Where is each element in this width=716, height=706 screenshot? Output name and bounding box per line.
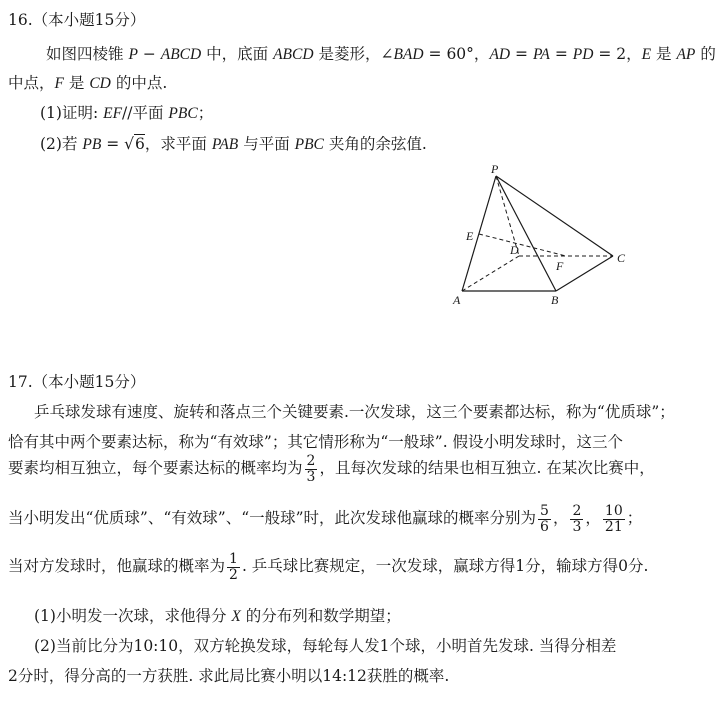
q16-stem-line-1: 如图四棱锥 P − ABCD 中，底面 ABCD 是菱形，∠BAD = 60°，AD = PA = PD = 2，E 是 AP 的 xyxy=(46,45,716,63)
q16-stem-line-2: 中点，F 是 CD 的中点. xyxy=(8,74,168,92)
q17-subquestion-1: (1)小明发一次球，求他得分 X 的分布列和数学期望； xyxy=(34,607,401,625)
q17-subquestion-2-cont: 2分时，得分高的一方获胜. 求此局比赛小明以14:12获胜的概率. xyxy=(8,667,450,685)
fraction-ten-twentyfirsts: $\frac{10}{21}$ xyxy=(604,503,623,535)
label-P: P xyxy=(491,162,499,176)
label-C: C xyxy=(617,251,626,265)
label-E: E xyxy=(466,229,474,243)
segment-EF xyxy=(479,234,566,256)
fraction-two-thirds: $\frac{2}{3}$ xyxy=(306,453,316,485)
fraction-two-thirds-2: $\frac{2}{3}$ xyxy=(572,503,582,535)
edge-BC xyxy=(556,256,613,291)
q16-subquestion-2: (2)若 PB = √6，求平面 PAB 与平面 PBC 夹角的余弦值. xyxy=(40,135,427,153)
label-D: D xyxy=(510,243,519,257)
q17-stem-line-5: 当对方发球时，他赢球的概率为 $\frac{1}{2}$ . 乒乓球比赛规定，一次发球，赢球方得1分，输球方得0分. xyxy=(8,551,649,583)
q17-stem-line-4: 当小明发出“优质球”、“有效球”、“一般球”时，此次发球他赢球的概率分别为 $\frac{5}{6}$ ， $\frac{2}{3}$ ， $\frac{10}{21}$ ； xyxy=(8,503,643,535)
q16-header: 16.（本小题15分） xyxy=(8,11,146,29)
edge-PB xyxy=(496,176,556,291)
label-B: B xyxy=(551,293,559,307)
q16-subquestion-1: (1)证明: EF//平面 PBC； xyxy=(40,104,214,122)
label-A: A xyxy=(453,293,461,307)
q17-stem-line-2: 恰有其中两个要素达标，称为“有效球”；其它情形称为“一般球”. 假设小明发球时，这三个 xyxy=(8,433,624,451)
pyramid-figure xyxy=(440,162,640,312)
q17-subquestion-2: (2)当前比分为10:10，双方轮换发球，每轮每人发1个球，小明首先发球. 当得分相差 xyxy=(34,637,617,655)
label-F: F xyxy=(556,259,564,273)
fraction-one-half: $\frac{1}{2}$ xyxy=(229,551,238,583)
q17-stem-line-1: 乒乓球发球有速度、旋转和落点三个关键要素.一次发球，这三个要素都达标，称为“优质球”； xyxy=(34,403,675,421)
q17-header: 17.（本小题15分） xyxy=(8,373,146,391)
q17-stem-line-3: 要素均相互独立，每个要素达标的概率均为 $\frac{2}{3}$ ，且每次发球的结果也相互独立. 在某次比赛中， xyxy=(8,453,655,485)
fraction-five-sixths: $\frac{5}{6}$ xyxy=(540,503,549,535)
